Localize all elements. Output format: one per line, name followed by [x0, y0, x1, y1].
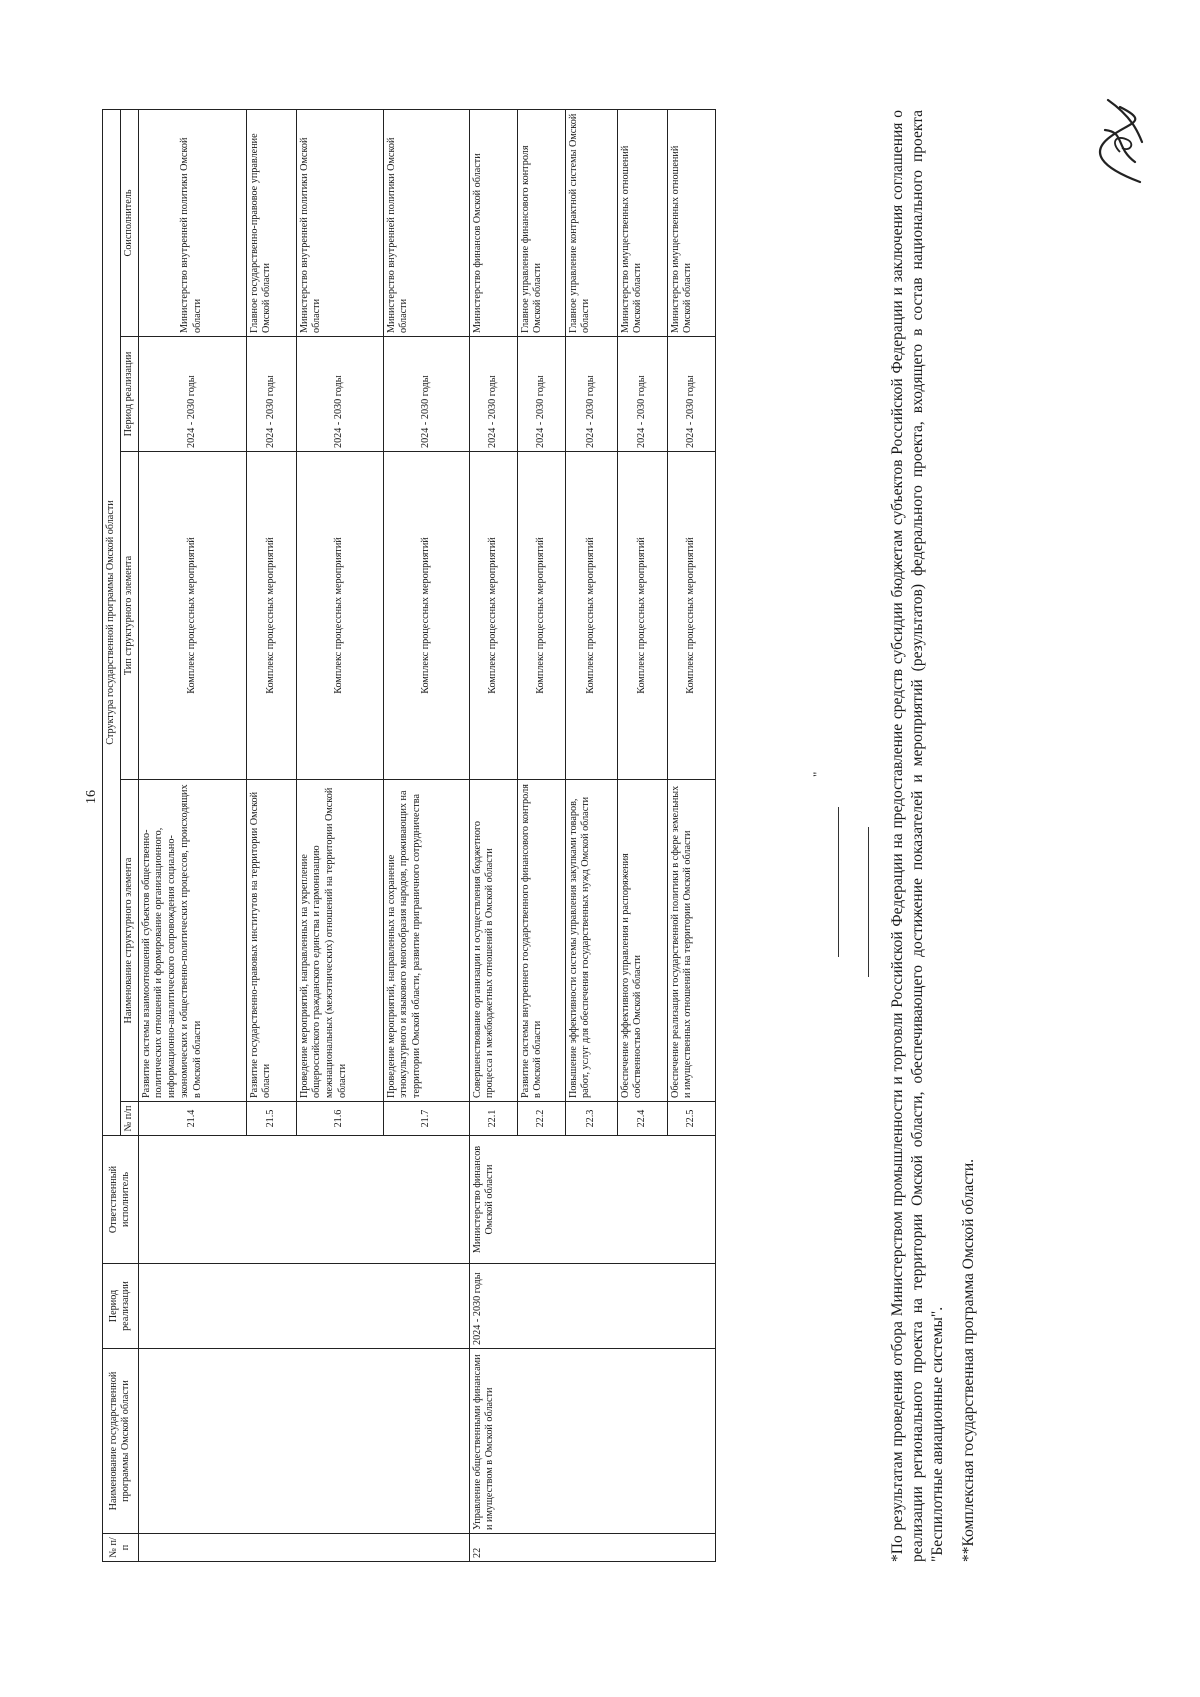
row-co-executor: Главное государственно-правовое управление Омской области	[246, 109, 296, 336]
row-co-executor: Министерство имущественных отношений Омской области	[617, 109, 667, 336]
row-num: 22.5	[667, 1102, 715, 1136]
table-row	[469, 109, 517, 1561]
row-element-name: Обеспечение эффективного управления и распоряжения собственностью Омской области	[617, 780, 667, 1102]
table-header-row	[103, 109, 121, 1561]
program-22-name: Управление общественными финансами и имуществом в Омской области	[469, 1349, 715, 1534]
row-period: 2024 - 2030 годы	[667, 337, 715, 452]
row-period: 2024 - 2030 годы	[138, 337, 246, 452]
program-22-period: 2024 - 2030 годы	[469, 1264, 715, 1349]
row-num: 21.6	[296, 1102, 383, 1136]
row-element-type: Комплекс процессных мероприятий	[667, 452, 715, 780]
row-element-name: Обеспечение реализации государственной политики в сфере земельных и имущественных отношений на территории Омской области	[667, 780, 715, 1102]
row-element-name: Развитие государственно-правовых институтов на территории Омской области	[246, 780, 296, 1102]
row-element-type: Комплекс процессных мероприятий	[517, 452, 565, 780]
row-co-executor: Главное управление финансового контроля Омской области	[517, 109, 565, 336]
program-22-responsible: Министерство финансов Омской области	[469, 1136, 715, 1264]
row-num: 21.4	[138, 1102, 246, 1136]
row-period: 2024 - 2030 годы	[383, 337, 469, 452]
row-element-name: Развитие системы внутреннего государственного финансового контроля в Омской области	[517, 780, 565, 1102]
header-element-name: Наименование структурного элемента	[120, 780, 138, 1102]
row-period: 2024 - 2030 годы	[517, 337, 565, 452]
row-period: 2024 - 2030 годы	[246, 337, 296, 452]
header-sub-period: Период реализации	[120, 337, 138, 452]
header-structure: Структура государственной программы Омской области	[103, 109, 121, 1135]
row-co-executor: Министерство внутренней политики Омской области	[296, 109, 383, 336]
row-element-type: Комплекс процессных мероприятий	[617, 452, 667, 780]
row-co-executor: Министерство имущественных отношений Омской области	[667, 109, 715, 336]
row-element-type: Комплекс процессных мероприятий	[565, 452, 617, 780]
row-element-name: Развитие системы взаимоотношений субъектов общественно-политических отношений и формирование организационного, информационно-аналитического сопровождения социально-экономических и общественно-политических процессов, происходящих в Омской области	[138, 780, 246, 1102]
row-period: 2024 - 2030 годы	[617, 337, 667, 452]
header-period: Период реализации	[103, 1264, 139, 1349]
row-element-type: Комплекс процессных мероприятий	[246, 452, 296, 780]
program-structure-table	[102, 109, 716, 1562]
row-element-name: Повышение эффективности системы управления закупками товаров, работ, услуг для обеспечения государственных нужд Омской области	[565, 780, 617, 1102]
program-22-num: 22	[469, 1534, 715, 1562]
program-21-responsible-cell	[138, 1136, 469, 1264]
row-element-name: Проведение мероприятий, направленных на сохранение этнокультурного и языкового многообразия народов, проживающих на территории Омской области, развитие приграничного сотрудничества	[383, 780, 469, 1102]
row-element-type: Комплекс процессных мероприятий	[469, 452, 517, 780]
header-program-name: Наименование государственной программы Омской области	[103, 1349, 139, 1534]
header-num: № п/п	[103, 1534, 139, 1562]
program-21-name-cell	[138, 1349, 469, 1534]
footnote-first: *По результатам проведения отбора Министерством промышленности и торговли Российской Федерации на предоставление средств субсидии бюджетам субъектов Российской Федерации и заключения соглашения о реализации регионального проекта на территории Омской области, обеспечивающего достижение показателей и мероприятий (результатов) федерального проекта, входящего в состав национального проекта "Беспилотные авиационные системы".	[889, 110, 946, 1562]
table-row	[138, 109, 246, 1561]
row-element-name: Совершенствование организации и осуществления бюджетного процесса и межбюджетных отношений в Омской области	[469, 780, 517, 1102]
row-num: 22.4	[617, 1102, 667, 1136]
footnotes	[888, 110, 979, 1562]
row-element-type: Комплекс процессных мероприятий	[296, 452, 383, 780]
row-co-executor: Министерство финансов Омской области	[469, 109, 517, 336]
program-21-num-cell	[138, 1534, 469, 1562]
header-sub-num: № п/п	[120, 1102, 138, 1136]
row-co-executor: Министерство внутренней политики Омской области	[138, 109, 246, 336]
row-num: 21.5	[246, 1102, 296, 1136]
row-period: 2024 - 2030 годы	[565, 337, 617, 452]
row-num: 22.1	[469, 1102, 517, 1136]
row-co-executor: Главное управление контрактной системы Омской области	[565, 109, 617, 336]
handwritten-signature	[1080, 92, 1160, 192]
footnote-second: **Комплексная государственная программа Омской области.	[960, 1158, 978, 1562]
row-num: 22.2	[517, 1102, 565, 1136]
row-num: 21.7	[383, 1102, 469, 1136]
header-co-executor: Соисполнитель	[120, 109, 138, 336]
row-period: 2024 - 2030 годы	[469, 337, 517, 452]
closing-rule-top	[838, 807, 839, 957]
row-co-executor: Министерство внутренней политики Омской области	[383, 109, 469, 336]
row-period: 2024 - 2030 годы	[296, 337, 383, 452]
closing-quote-mark: "	[810, 771, 825, 777]
page-number: 16	[84, 790, 99, 804]
program-21-period-cell	[138, 1264, 469, 1349]
row-num: 22.3	[565, 1102, 617, 1136]
row-element-type: Комплекс процессных мероприятий	[383, 452, 469, 780]
header-element-type: Тип структурного элемента	[120, 452, 138, 780]
row-element-name: Проведение мероприятий, направленных на укрепление общероссийского гражданского единства и гармонизацию межнациональных (межэтнических) отношений на территории Омской области	[296, 780, 383, 1102]
header-responsible: Ответственный исполнитель	[103, 1136, 139, 1264]
closing-rule-bottom	[868, 827, 869, 977]
row-element-type: Комплекс процессных мероприятий	[138, 452, 246, 780]
